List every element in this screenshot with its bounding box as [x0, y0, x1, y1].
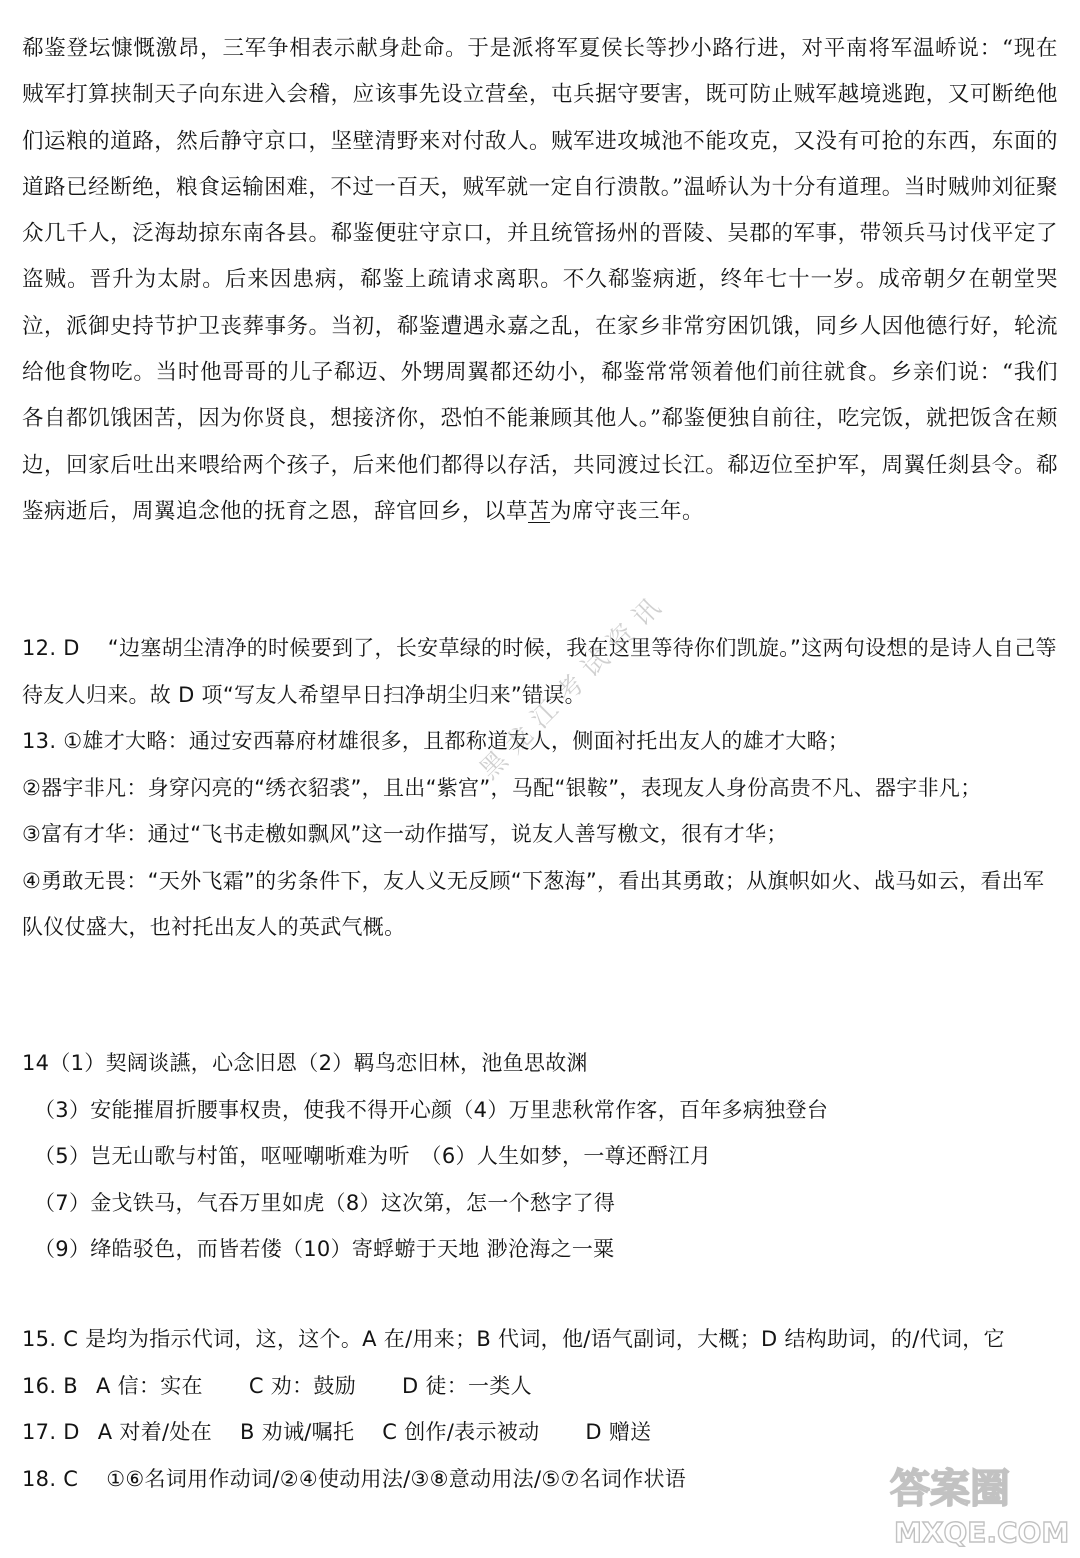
logo-url: MXQE.COM	[894, 1516, 1070, 1549]
answer-point: ①雄才大略：通过安西幕府材雄很多，且都称道友人，侧面衬托出友人的雄才大略；	[63, 729, 850, 753]
answer-13-point: ④勇敢无畏：“天外飞霜”的劣条件下，友人义无反顾“下葱海”，看出其勇敢；从旗帜如火、战马如云，看出军队仪仗盛大，也衬托出友人的英武气概。	[22, 868, 1045, 939]
answer-explanation: ①⑥名词用作动词/②④使动用法/③⑧意动用法/⑤⑦名词作状语	[106, 1466, 687, 1491]
answer-explanation: “边塞胡尘清净的时候要到了，长安草绿的时候，我在这里等待你们凯旋。”这两句设想的是诗人自己等待友人归来。故 D 项“写友人希望早日扫净胡尘归来”错误。	[22, 636, 1057, 707]
stamp-watermark: 黑龙江考试资讯	[474, 586, 674, 786]
logo-text: 答案圈	[890, 1466, 1010, 1512]
passage-tail: 为席守丧三年。	[550, 498, 705, 524]
answer-16	[22, 1363, 1058, 1410]
answer-letter: D	[63, 1420, 80, 1445]
answer-letter: C	[63, 1466, 79, 1491]
question-number: 17.	[22, 1420, 57, 1445]
answer-explanation: 是均为指示代词，这，这个。A 在/用来；B 代词，他/语气副词，大概；D 结构助词，的/代词，它	[85, 1327, 1005, 1351]
translation-passage	[22, 26, 1058, 535]
answer-14-line: 14（1）契阔谈讌，心念旧恩（2）羁鸟恋旧林，池鱼思故渊	[22, 1051, 588, 1075]
answers-14	[22, 1040, 1058, 1273]
option-note: B 劝诫/嘱托	[240, 1420, 355, 1445]
answer-letter: C	[63, 1327, 79, 1351]
answer-14-line: （3）安能摧眉折腰事权贵，使我不得开心颜（4）万里悲秋常作客，百年多病独登台	[34, 1097, 829, 1122]
answers-12-13	[22, 625, 1058, 951]
passage-paragraph	[22, 26, 1058, 535]
answer-17	[22, 1409, 1058, 1456]
question-number: 13.	[22, 729, 57, 753]
answer-13-point: ②器宇非凡：身穿闪亮的“绣衣貂裘”，且出“紫宫”，马配“银鞍”，表现友人身份高贵不凡、器宇非凡；	[22, 775, 982, 800]
option-note: D 徒：一类人	[402, 1373, 532, 1398]
answer-13-point: ③富有才华：通过“飞书走檄如飘风”这一动作描写，说友人善写檄文，很有才华；	[22, 822, 788, 846]
answer-14-line: （5）岂无山歌与村笛，呕哑嘲哳难为听 （6）人生如梦，一尊还酹江月	[34, 1144, 712, 1169]
option-note: C 劝：鼓励	[248, 1373, 356, 1398]
passage-text: 郗鉴登坛慷慨激昂，三军争相表示献身赴命。于是派将军夏侯长等抄小路行进，对平南将军温峤说：“现在贼军打算挟制天子向东进入会稽，应该事先设立营垒，屯兵据守要害，既可防止贼军越境逃跑，又可断绝他们运粮的道路，然后静守京口，坚壁清野来对付敌人。贼军进攻城池不能攻克，又没有可抢的东西，东面的道路已经断绝，粮食运输困难，不过一百天，贼军就一定自行溃散。”温峤认为十分有道理。当时贼帅刘征聚众几千人，泛海劫掠东南各县。郗鉴便驻守京口，并且统管扬州的晋陵、吴郡的军事，带领兵马讨伐平定了盗贼。晋升为太尉。后来因患病，郗鉴上疏请求离职。不久郗鉴病逝，终年七十一岁。成帝朝夕在朝堂哭泣，派御史持节护卫丧葬事务。当初，郗鉴遭遇永嘉之乱，在家乡非常穷困饥饿，同乡人因他德行好，轮流给他食物吃。当时他哥哥的儿子郗迈、外甥周翼都还幼小，郗鉴常常领着他们前往就食。乡亲们说：“我们各自都饥饿困苦，因为你贤良，想接济你，恐怕不能兼顾其他人。”郗鉴便独自前往，吃完饭，就把饭含在颊边，回家后吐出来喂给两个孩子，后来他们都得以存活，共同渡过长江。郗迈位至护军，周翼任剡县令。郗鉴病逝后，周翼追念他的抚育之恩，辞官回乡，以草	[22, 36, 1058, 524]
option-note: C 创作/表示被动	[382, 1420, 540, 1445]
question-number: 12.	[22, 636, 57, 660]
answer-letter: D	[63, 636, 80, 660]
answer-15	[22, 1316, 1058, 1363]
question-number: 15.	[22, 1327, 57, 1351]
option-note: A 对着/处在	[97, 1420, 212, 1445]
option-note: A 信：实在	[96, 1373, 203, 1398]
question-number: 18.	[22, 1466, 57, 1491]
answer-14-line: （7）金戈铁马，气吞万里如虎（8）这次第，怎一个愁字了得	[34, 1190, 616, 1215]
answer-letter: B	[63, 1373, 79, 1398]
site-logo-watermark	[880, 1450, 1070, 1550]
answer-14-line: （9）绛皓驳色，而皆若偻（10）寄蜉蝣于天地 渺沧海之一粟	[34, 1237, 615, 1262]
question-number: 16.	[22, 1373, 57, 1398]
underlined-character: 苫	[528, 498, 551, 524]
option-note: D 赠送	[585, 1420, 652, 1445]
